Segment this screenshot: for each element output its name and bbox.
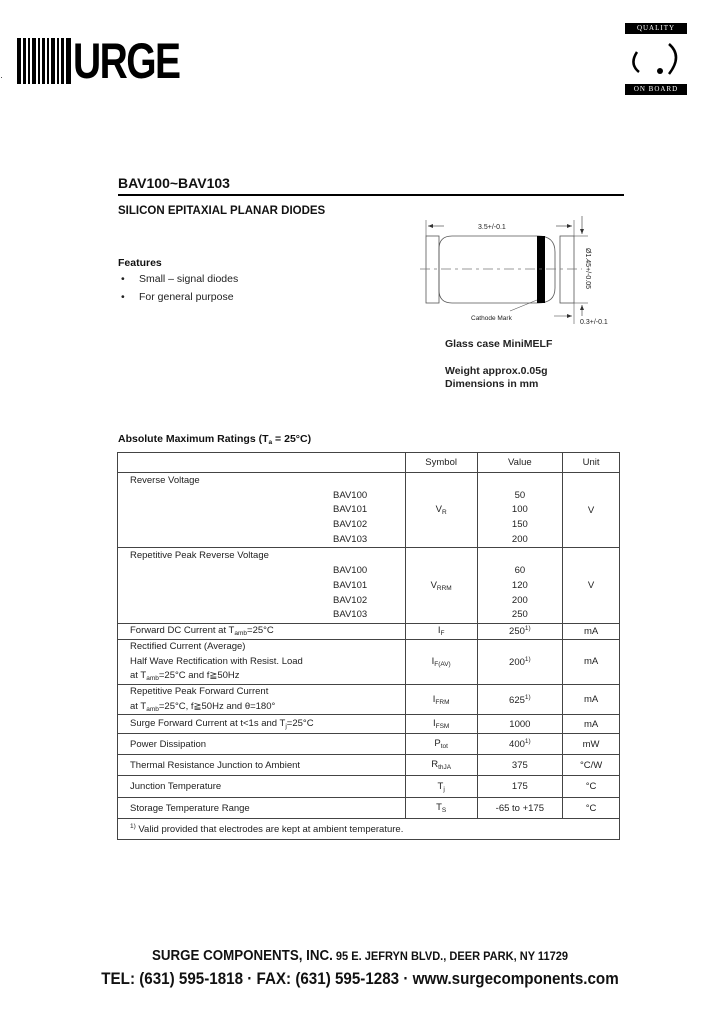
- symbol-cell: $R_{thJA}$: [405, 755, 477, 776]
- symbol-cell: $I_{FRM}$: [405, 684, 477, 714]
- endcap-dimension: 0.3+/-0.1: [580, 319, 608, 326]
- unit-cell: mA: [563, 715, 620, 734]
- quality-orbit-icon: [625, 34, 687, 84]
- param-label: Reverse Voltage: [130, 475, 200, 486]
- unit-cell: mA: [563, 684, 620, 714]
- table-row: [118, 623, 620, 639]
- header-symbol: Symbol: [405, 453, 477, 473]
- header-unit: Unit: [563, 453, 620, 473]
- header-parameter: [118, 453, 406, 473]
- table-row: [118, 776, 620, 798]
- footnote: $^{1)}$ Valid provided that electrodes are kept at ambient temperature.: [118, 819, 620, 840]
- title-divider: [118, 194, 624, 196]
- unit-cell: V: [563, 473, 620, 548]
- table-row: [118, 715, 620, 734]
- logo-barcode-icon: [17, 38, 71, 84]
- quality-badge-top: QUALITY: [625, 23, 687, 34]
- param-label: Forward DC Current at $T_{amb}=25^\circ C$: [118, 623, 406, 639]
- value-cell: 1000: [477, 715, 563, 734]
- value-cell: 375: [477, 755, 563, 776]
- diameter-dimension: Ø1.45+/-0.05: [584, 248, 591, 290]
- value-cell: 60 120 200 250: [477, 548, 563, 623]
- feature-item: • For general purpose: [121, 291, 234, 303]
- value-cell: 175: [477, 776, 563, 798]
- symbol-cell: $T_S$: [405, 798, 477, 819]
- param-label: Repetitive Peak Forward Current at $T_{amb}=25^\circ C$, f≧50Hz and θ=180°: [118, 684, 406, 714]
- unit-cell: mA: [563, 623, 620, 639]
- variant-label: BAV103: [333, 533, 368, 545]
- unit-cell: mW: [563, 734, 620, 755]
- margin-mark: ·: [0, 72, 3, 82]
- param-label: Storage Temperature Range: [118, 798, 406, 819]
- variant-label: BAV102: [333, 594, 368, 606]
- product-subtitle: SILICON EPITAXIAL PLANAR DIODES: [118, 205, 326, 217]
- symbol-cell: $P_{tot}$: [405, 734, 477, 755]
- case-type: Glass case MiniMELF: [445, 338, 553, 350]
- product-title: BAV100~BAV103: [118, 175, 230, 191]
- cathode-mark-label: Cathode Mark: [471, 315, 512, 322]
- quality-badge: [625, 23, 687, 95]
- value-cell: 50 100 150 200: [477, 473, 563, 548]
- symbol-cell: $T_j$: [405, 776, 477, 798]
- variant-label: BAV102: [333, 519, 368, 531]
- features-heading: Features: [118, 257, 162, 269]
- symbol-cell: $I_{FSM}$: [405, 715, 477, 734]
- symbol-cell: $I_{F(AV)}$: [405, 639, 477, 684]
- value-cell: -65 to +175: [477, 798, 563, 819]
- table-row: [118, 473, 620, 548]
- symbol-cell: $V_{RRM}$: [405, 548, 477, 623]
- value-cell: 200$^{1)}$: [477, 639, 563, 684]
- surge-logo: [17, 33, 209, 89]
- symbol-cell: $I_F$: [405, 623, 477, 639]
- unit-cell: °C/W: [563, 755, 620, 776]
- length-dimension: 3.5+/-0.1: [478, 224, 506, 231]
- param-label: Power Dissipation: [118, 734, 406, 755]
- param-label: Thermal Resistance Junction to Ambient: [118, 755, 406, 776]
- symbol-cell: $V_R$: [405, 473, 477, 548]
- header-value: Value: [477, 453, 563, 473]
- quality-badge-bottom: ON BOARD: [625, 84, 687, 95]
- param-label: Repetitive Peak Reverse Voltage: [130, 550, 269, 562]
- footnote-row: [118, 819, 620, 840]
- variant-label: BAV100: [333, 489, 368, 501]
- variant-label: BAV103: [333, 609, 368, 621]
- table-row: [118, 639, 620, 684]
- value-cell: 400$^{1)}$: [477, 734, 563, 755]
- unit-cell: V: [563, 548, 620, 623]
- ratings-table: [117, 452, 620, 840]
- unit-cell: mA: [563, 639, 620, 684]
- param-label: Rectified Current (Average) Half Wave Rectification with Resist. Load at $T_{amb}=25^\circ C$ and f≧50Hz: [118, 639, 406, 684]
- logo-text: URGE: [73, 33, 180, 89]
- param-label: Junction Temperature: [118, 776, 406, 798]
- table-row: [118, 548, 620, 623]
- feature-item: • Small – signal diodes: [121, 273, 239, 285]
- table-row: [118, 684, 620, 714]
- variant-label: BAV101: [333, 504, 368, 516]
- ratings-title: Absolute Maximum Ratings $(T_a = 25^\circ C)$: [118, 433, 312, 446]
- package-diagram: [410, 212, 625, 332]
- table-header-row: [118, 453, 620, 473]
- unit-cell: °C: [563, 776, 620, 798]
- company-address: SURGE COMPONENTS, INC. 95 E. JEFRYN BLVD., DEER PARK, NY 11729: [151, 948, 569, 964]
- dimensions-unit: Dimensions in mm: [445, 378, 539, 390]
- value-cell: 250$^{1)}$: [477, 623, 563, 639]
- variant-label: BAV100: [333, 565, 368, 577]
- value-cell: 625$^{1)}$: [477, 684, 563, 714]
- company-contact: TEL: (631) 595-1818 · FAX: (631) 595-1283 · www.surgecomponents.com: [101, 970, 619, 988]
- table-row: [118, 798, 620, 819]
- variant-label: BAV101: [333, 579, 368, 591]
- unit-cell: °C: [563, 798, 620, 819]
- weight: Weight approx.0.05g: [445, 365, 548, 377]
- param-label: Surge Forward Current at t<1s and $T_j=25^\circ C$: [118, 715, 406, 734]
- table-row: [118, 755, 620, 776]
- table-row: [118, 734, 620, 755]
